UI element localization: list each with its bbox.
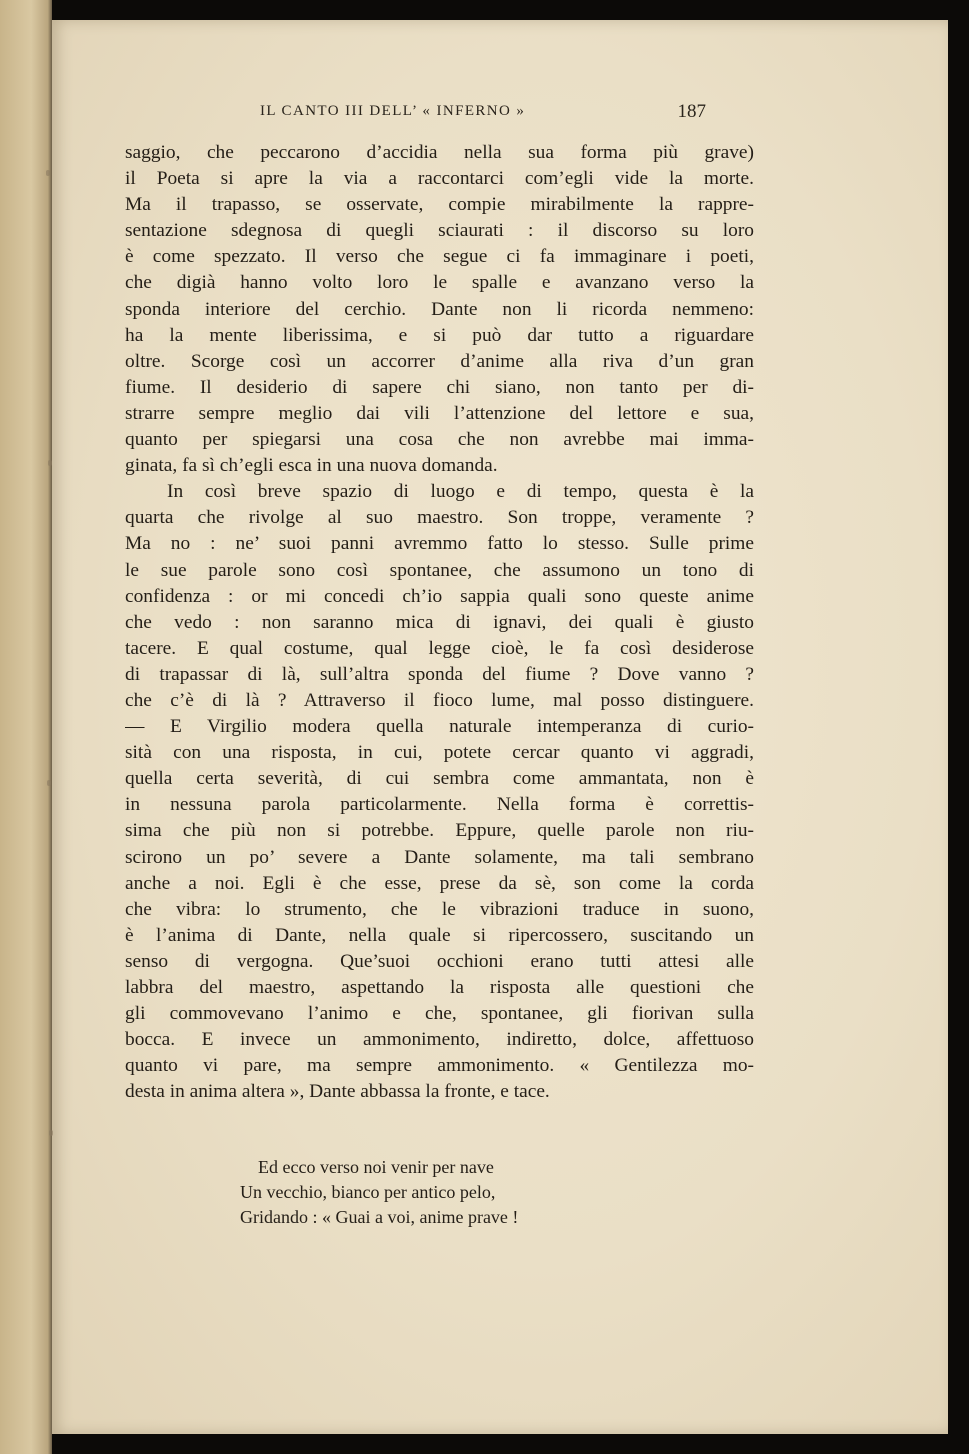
paper-speck bbox=[47, 780, 51, 786]
text-line: bocca. E invece un ammonimento, indiretto, dolce, affettuoso bbox=[125, 1029, 754, 1051]
text-line: anche a noi. Egli è che esse, prese da sè, son come la corda bbox=[125, 872, 754, 894]
verse-quotation bbox=[240, 1155, 640, 1230]
text-line: sima che più non si potrebbe. Eppure, quelle parole non riu- bbox=[125, 820, 754, 842]
text-line: confidenza : or mi concedi ch’io sappia quali sono queste anime bbox=[125, 585, 754, 607]
text-line: scirono un po’ severe a Dante solamente, ma tali sembrano bbox=[125, 846, 754, 868]
text-line: che digià hanno volto loro le spalle e avanzano verso la bbox=[125, 272, 754, 294]
paragraph-1 bbox=[125, 140, 754, 479]
body-text bbox=[125, 140, 754, 1105]
text-line: che vedo : non saranno mica di ignavi, dei quali è giusto bbox=[125, 611, 754, 633]
text-line: quanto vi pare, ma sempre ammonimento. « Gentilezza mo- bbox=[125, 1055, 754, 1077]
text-line: oltre. Scorge così un accorrer d’anime alla riva d’un gran bbox=[125, 350, 754, 372]
text-line: il Poeta si apre la via a raccontarci com’egli vide la morte. bbox=[125, 168, 754, 190]
text-line: che c’è di là ? Attraverso il fioco lume, mal posso distinguere. bbox=[125, 689, 754, 711]
text-line: Ma no : ne’ suoi panni avremmo fatto lo stesso. Sulle prime bbox=[125, 533, 754, 555]
text-line: saggio, che peccarono d’accidia nella sua forma più grave) bbox=[125, 142, 754, 163]
text-line: in nessuna parola particolarmente. Nella forma è correttis- bbox=[125, 794, 754, 816]
text-line: le sue parole sono così spontanee, che assumono un tono di bbox=[125, 559, 754, 581]
previous-page-edge bbox=[0, 0, 52, 1454]
text-line: labbra del maestro, aspettando la risposta alle questioni che bbox=[125, 977, 754, 998]
text-line: Ma il trapasso, se osservate, compie mirabilmente la rappre- bbox=[125, 194, 754, 216]
running-head: IL CANTO III DELL’ « INFERNO » bbox=[260, 103, 526, 119]
text-line: strarre sempre meglio dai vili l’attenzione del lettore e sua, bbox=[125, 402, 754, 424]
paper-speck bbox=[48, 460, 52, 466]
text-line: desta in anima altera », Dante abbassa la fronte, e tace. bbox=[125, 1081, 550, 1103]
text-line: ginata, fa sì ch’egli esca in una nuova domanda. bbox=[125, 455, 498, 477]
text-line: quanto per spiegarsi una cosa che non avrebbe mai imma- bbox=[125, 429, 754, 451]
paragraph-2 bbox=[125, 479, 754, 1105]
text-line: ha la mente liberissima, e si può dar tutto a riguardare bbox=[125, 324, 754, 346]
paper-speck bbox=[49, 1130, 53, 1136]
text-line: sentazione sdegnosa di quegli sciaurati : il discorso su loro bbox=[125, 220, 754, 242]
text-line: sponda interiore del cerchio. Dante non li ricorda nemmeno: bbox=[125, 298, 754, 320]
text-line: è l’anima di Dante, nella quale si ripercossero, suscitando un bbox=[125, 924, 754, 946]
text-line: che vibra: lo strumento, che le vibrazioni traduce in suono, bbox=[125, 898, 754, 920]
verse-line: Gridando : « Guai a voi, anime prave ! bbox=[240, 1207, 519, 1227]
text-line: quella certa severità, di cui sembra come ammantata, non è bbox=[125, 768, 754, 790]
verse-line: Un vecchio, bianco per antico pelo, bbox=[240, 1182, 496, 1202]
text-line: quarta che rivolge al suo maestro. Son troppe, veramente ? bbox=[125, 507, 754, 529]
text-line: In così breve spazio di luogo e di tempo, questa è la bbox=[167, 481, 754, 503]
text-line: di trapassar di là, sull’altra sponda del fiume ? Dove vanno ? bbox=[125, 663, 754, 685]
text-line: fiume. Il desiderio di sapere chi siano, non tanto per di- bbox=[125, 376, 754, 398]
verse-line: Ed ecco verso noi venir per nave bbox=[258, 1157, 494, 1177]
text-line: è come spezzato. Il verso che segue ci fa immaginare i poeti, bbox=[125, 246, 754, 268]
text-line: tacere. E qual costume, qual legge cioè, le fa così desiderose bbox=[125, 637, 754, 659]
text-line: gli commovevano l’animo e che, spontanee, gli fiorivan sulla bbox=[125, 1003, 754, 1025]
text-line: — E Virgilio modera quella naturale intemperanza di curio- bbox=[125, 716, 754, 738]
paper-speck bbox=[46, 170, 50, 176]
page-header bbox=[250, 101, 706, 125]
text-line: sità con una risposta, in cui, potete cercar quanto vi aggradi, bbox=[125, 742, 754, 764]
text-line: senso di vergogna. Que’suoi occhioni erano tutti attesi alle bbox=[125, 950, 754, 972]
page-number: 187 bbox=[677, 101, 706, 122]
